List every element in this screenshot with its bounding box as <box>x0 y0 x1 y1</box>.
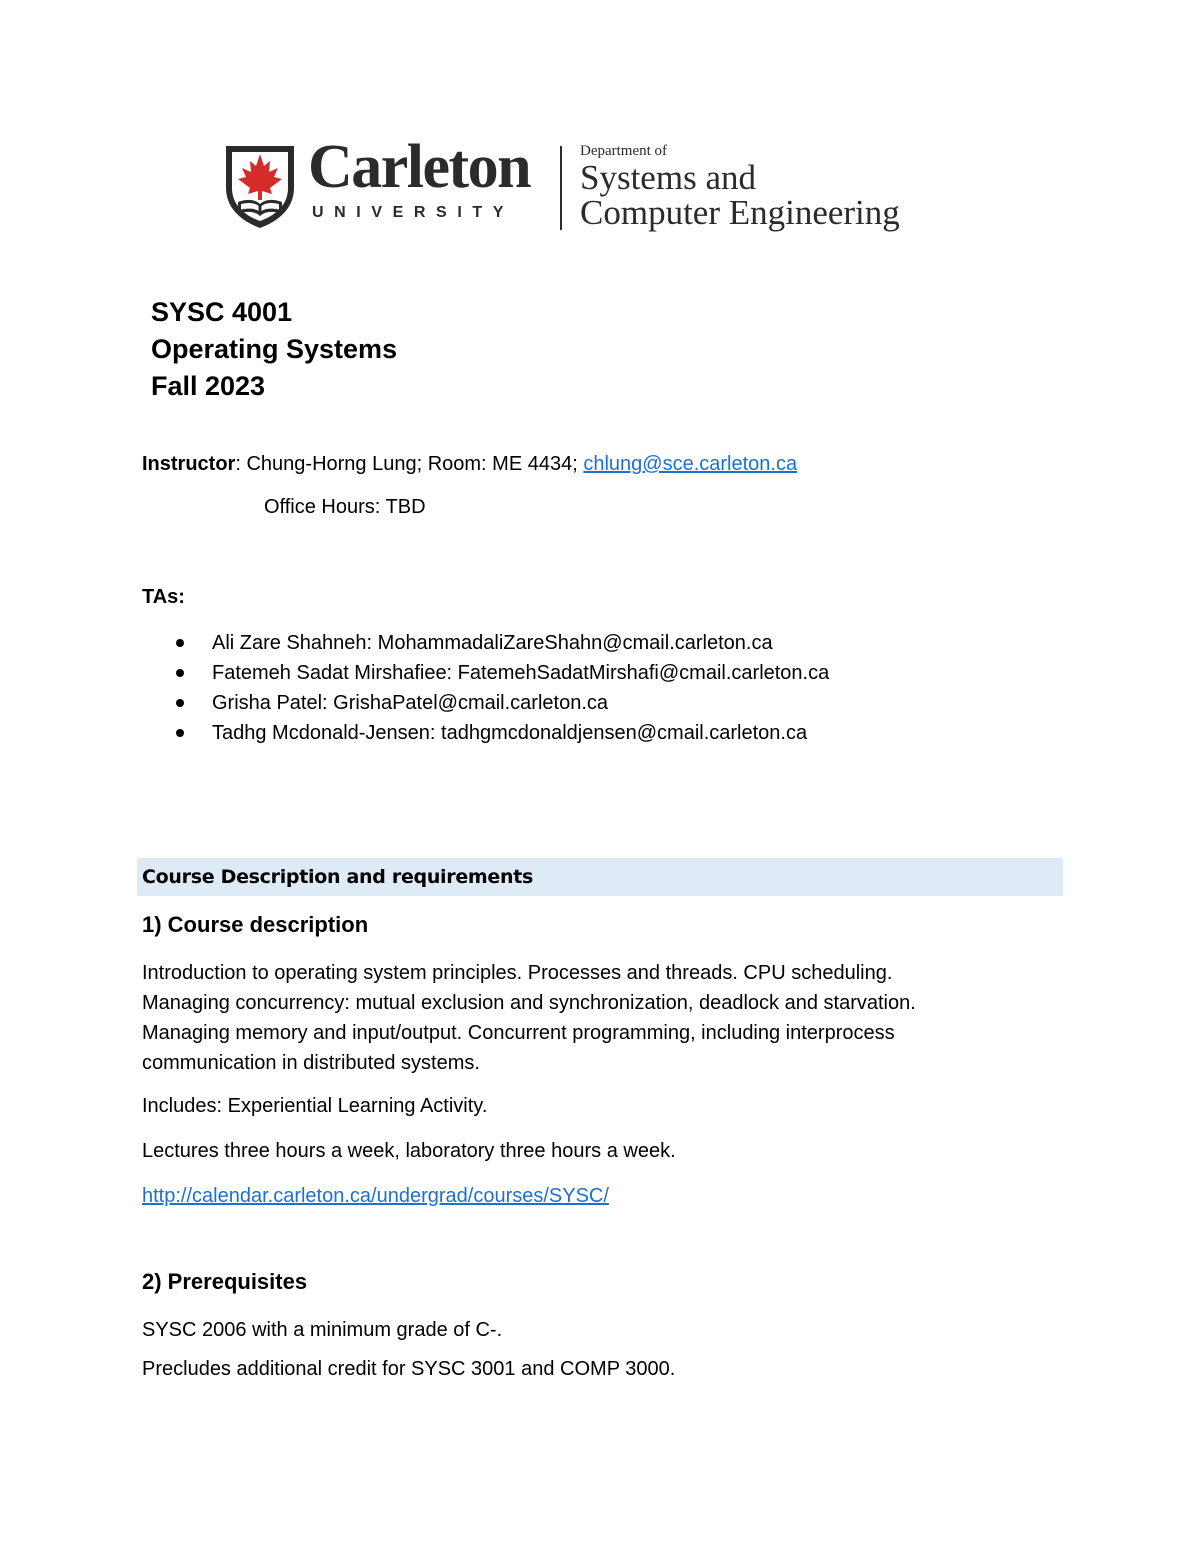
department-line-2: Computer Engineering <box>580 193 900 232</box>
includes-text: Includes: Experiential Learning Activity. <box>142 1095 488 1117</box>
section-title: Course Description and requirements <box>142 866 534 888</box>
instructor-email-link[interactable]: chlung@sce.carleton.ca <box>583 453 798 475</box>
hours-text: Lectures three hours a week, laboratory three hours a week. <box>142 1140 676 1162</box>
ta-entry: Ali Zare Shahneh: MohammadaliZareShahn@cmail.carleton.ca <box>212 632 773 654</box>
instructor-colon: : <box>235 453 247 475</box>
course-description-text <box>142 958 1082 1078</box>
bullet-icon <box>176 729 184 737</box>
instructor-details: Chung-Horng Lung; Room: ME 4434; <box>246 453 578 475</box>
prerequisites-heading: 2) Prerequisites <box>142 1269 308 1294</box>
ta-list <box>142 630 829 750</box>
bullet-icon <box>176 669 184 677</box>
ta-entry: Tadhg Mcdonald-Jensen: tadhgmcdonaldjensen@cmail.carleton.ca <box>212 722 808 744</box>
office-hours: Office Hours: TBD <box>264 496 426 518</box>
instructor-line <box>142 451 797 477</box>
description-line: Managing concurrency: mutual exclusion and synchronization, deadlock and starvation. <box>142 992 916 1014</box>
tas-heading: TAs: <box>142 586 185 608</box>
prerequisite-requirement: SYSC 2006 with a minimum grade of C-. <box>142 1319 503 1341</box>
wordmark-university: UNIVERSITY <box>312 204 515 221</box>
ta-list-item <box>142 720 829 750</box>
course-code: SYSC 4001 <box>151 297 293 327</box>
description-line: Managing memory and input/output. Concurrent programming, including interprocess <box>142 1022 895 1044</box>
department-logo <box>224 133 1004 238</box>
calendar-link[interactable]: http://calendar.carleton.ca/undergrad/courses/SYSC/ <box>142 1185 609 1207</box>
instructor-label: Instructor <box>142 453 236 475</box>
ta-entry: Fatemeh Sadat Mirshafiee: FatemehSadatMirshafi@cmail.carleton.ca <box>212 662 830 684</box>
department-line-1: Systems and <box>580 158 756 197</box>
course-description-heading: 1) Course description <box>142 912 369 937</box>
course-name: Operating Systems <box>151 334 398 364</box>
bullet-icon <box>176 699 184 707</box>
ta-entry: Grisha Patel: GrishaPatel@cmail.carleton.ca <box>212 692 609 714</box>
section-banner <box>137 858 1063 896</box>
ta-list-item <box>142 690 829 720</box>
course-term: Fall 2023 <box>151 371 266 401</box>
department-name <box>580 142 1010 230</box>
description-line: Introduction to operating system principles. Processes and threads. CPU scheduling. <box>142 962 893 984</box>
wordmark-name: Carleton <box>308 133 531 201</box>
bullet-icon <box>176 639 184 647</box>
ta-list-item <box>142 630 829 660</box>
description-line: communication in distributed systems. <box>142 1052 480 1074</box>
calendar-link-line <box>142 1181 1082 1211</box>
logo-divider <box>560 146 562 230</box>
ta-list-item <box>142 660 829 690</box>
department-prefix: Department of <box>580 143 668 159</box>
prerequisite-precludes: Precludes additional credit for SYSC 3001 and COMP 3000. <box>142 1358 676 1380</box>
carleton-crest-icon <box>224 144 296 230</box>
course-title-block <box>151 294 397 405</box>
